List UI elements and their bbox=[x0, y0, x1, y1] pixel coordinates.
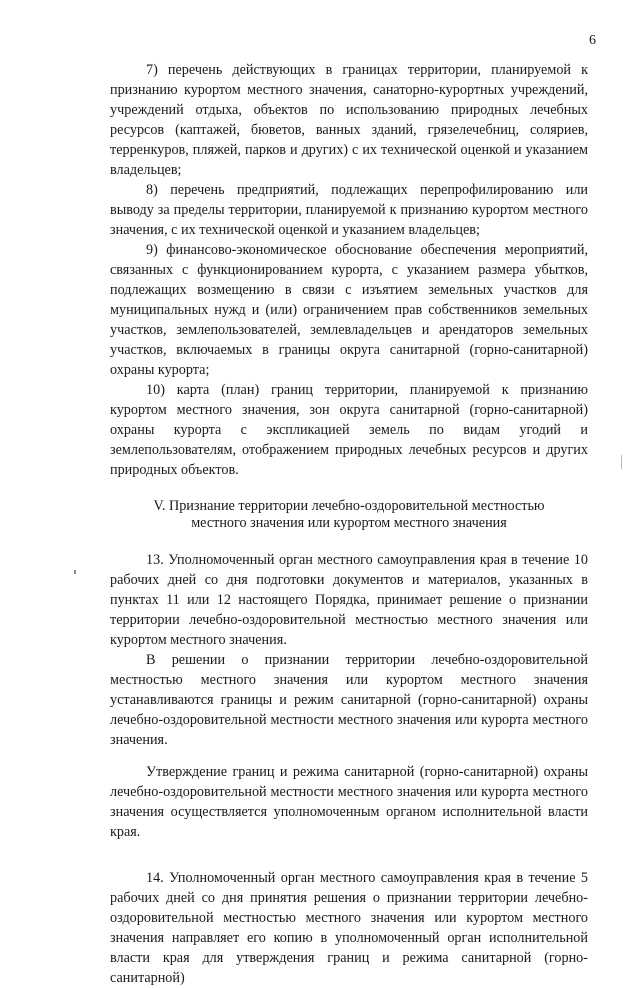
paragraph-gap bbox=[110, 842, 588, 868]
section-heading-line-1: V. Признание территории лечебно-оздоровительной местностью bbox=[153, 498, 545, 514]
clause-14: 14. Уполномоченный орган местного самоуправления края в течение 5 рабочих дней со дня принятия решения о признании территории лечебно-оздоровительной местностью местного значения или курортом местного значения направляет его копию в уполномоченный орган исполнительной власти края для утверждения границ и режима санитарной (горно-санитарной) bbox=[110, 870, 588, 986]
paragraph-gap bbox=[110, 750, 588, 762]
list-item-8: 8) перечень предприятий, подлежащих перепрофилированию или выводу за пределы территории, планируемой к признанию курортом местного значения, с их технической оценкой и указанием владельцев; bbox=[110, 182, 588, 238]
clause-13-decision: В решении о признании территории лечебно-оздоровительной местностью местного значения или курортом местного значения устанавливаются границы и режим санитарной (горно-санитарной) охраны лечебно-оздоровительной местности местного значения или курорта местного значения. bbox=[110, 652, 588, 748]
section-heading-line-2: местного значения или курортом местного значения bbox=[191, 515, 507, 531]
page-number: 6 bbox=[589, 33, 596, 48]
document-body bbox=[110, 60, 588, 988]
scan-edge-mark bbox=[621, 455, 622, 469]
clause-13-approval: Утверждение границ и режима санитарной (горно-санитарной) охраны лечебно-оздоровительной местности местного значения или курорта местного значения осуществляется уполномоченным органом исполнительной власти края. bbox=[110, 764, 588, 840]
list-item-10: 10) карта (план) границ территории, планируемой к признанию курортом местного значения, зон округа санитарной (горно-санитарной) охраны курорта с экспликацией земель по видам угодий и землепользователям, отображением природных лечебных ресурсов и других природных объектов. bbox=[110, 382, 588, 478]
list-item-7: 7) перечень действующих в границах территории, планируемой к признанию курортом местного значения, санаторно-курортных учреждений, учреждений отдыха, объектов по использованию природных лечебных ресурсов (каптажей, бюветов, ванных зданий, грязелечебниц, соляриев, терренкуров, пляжей, парков и других) с их технической оценкой и указанием владельцев; bbox=[110, 62, 588, 178]
clause-13: 13. Уполномоченный орган местного самоуправления края в течение 10 рабочих дней со дня подготовки документов и материалов, указанных в пунктах 11 или 12 настоящего Порядка, принимает решение о признании территории лечебно-оздоровительной местностью местного значения или курортом местного значения. bbox=[110, 552, 588, 648]
section-heading bbox=[110, 498, 588, 532]
list-item-9: 9) финансово-экономическое обоснование обеспечения мероприятий, связанных с функционированием курорта, с указанием размера убытков, подлежащих возмещению в связи с изъятием земельных участков для муниципальных нужд и (или) ограничением прав собственников земельных участков, землепользователей, землевладельцев и арендаторов земельных участков, включаемых в границы округа санитарной (горно-санитарной) охраны курорта; bbox=[110, 242, 588, 378]
margin-mark bbox=[74, 570, 76, 574]
